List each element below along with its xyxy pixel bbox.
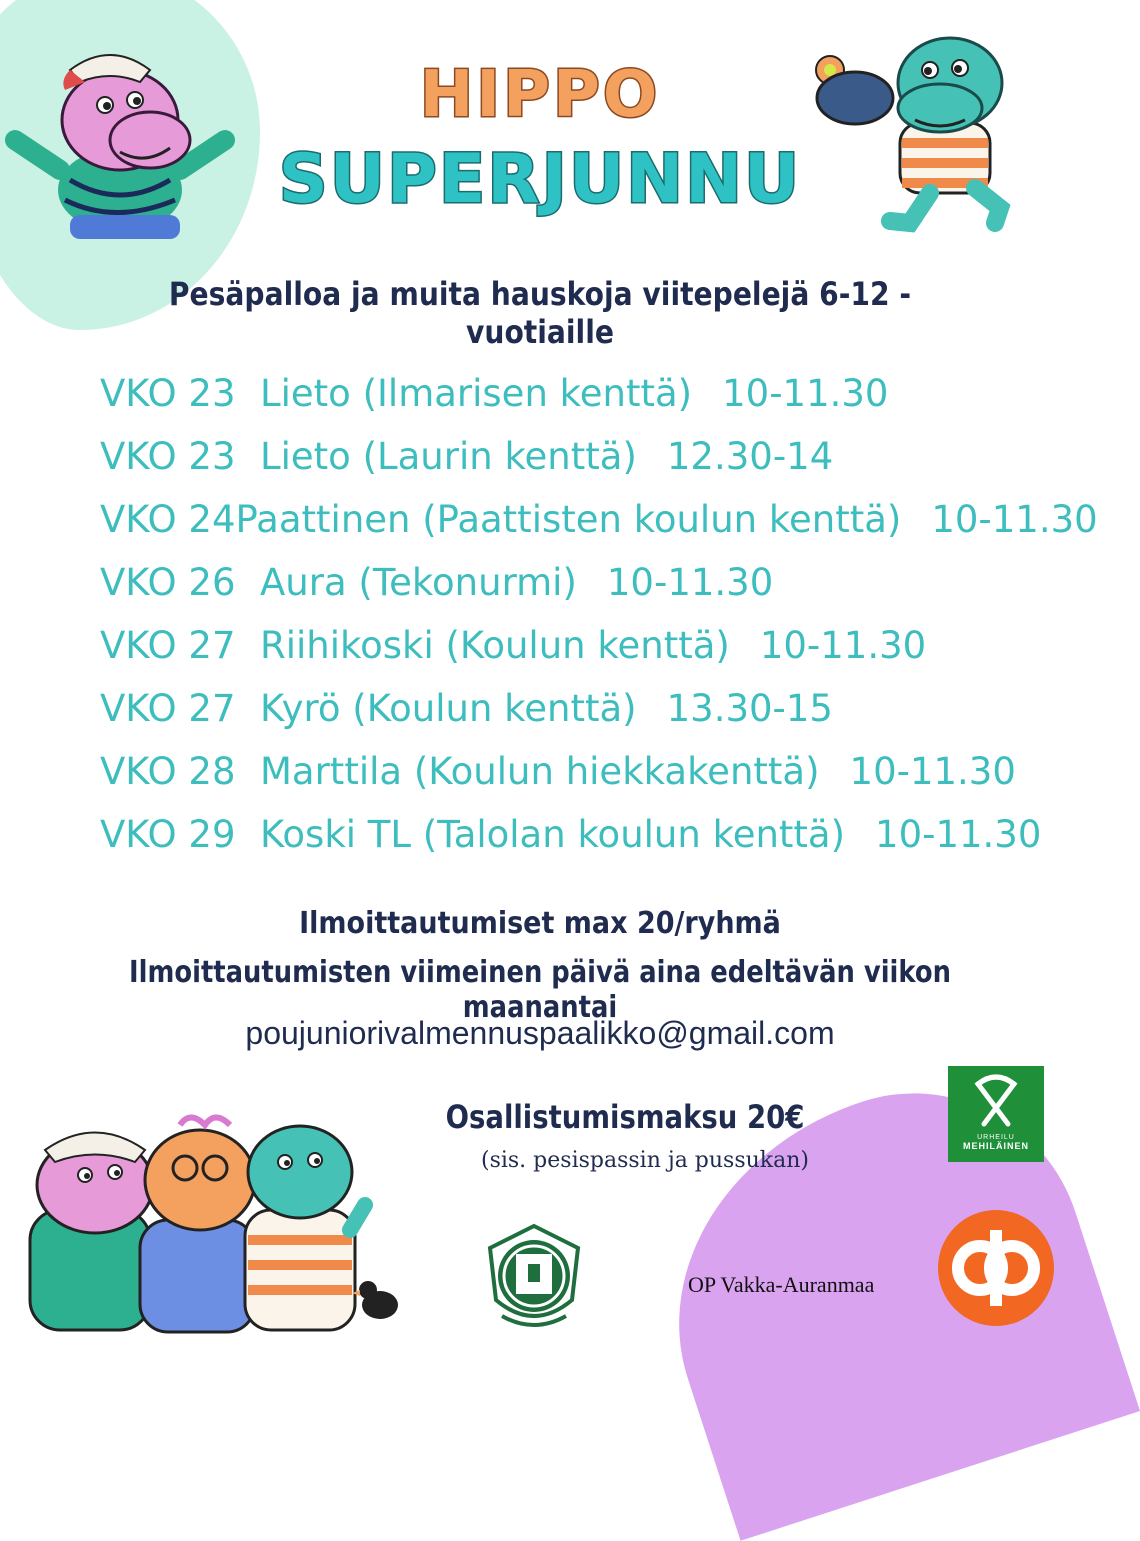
schedule-week: VKO 28: [100, 750, 236, 793]
schedule-place: Marttila (Koulun hiekkakenttä): [260, 750, 820, 793]
fee-note: (sis. pesispassin ja pussukan): [480, 1148, 809, 1173]
schedule-week: VKO 29: [100, 813, 236, 856]
schedule-time: 10-11.30: [931, 498, 1098, 541]
schedule-time: 10-11.30: [759, 624, 927, 667]
title-line-1: HIPPO: [419, 58, 661, 132]
schedule-row: [100, 362, 1060, 425]
mehilainen-logo-icon: [948, 1066, 1044, 1136]
schedule-time: 10-11.30: [722, 372, 889, 415]
fee-label: Osallistumismaksu 20€: [445, 1098, 805, 1136]
schedule-row: [100, 551, 1060, 614]
schedule-row: [100, 803, 1060, 866]
schedule-week: VKO 26: [100, 561, 236, 604]
schedule-row: [100, 740, 1060, 803]
mehilainen-logo: [948, 1066, 1044, 1162]
contact-email[interactable]: poujuniorivalmennuspaalikko@gmail.com: [245, 1015, 835, 1051]
mehilainen-logo-line1: URHEILU: [977, 1134, 1015, 1141]
hippo-mascot-pink-icon: [10, 40, 230, 250]
schedule-week: VKO 23: [100, 435, 236, 478]
schedule-place: Riihikoski (Koulun kenttä): [260, 624, 730, 667]
registration-deadline: Ilmoittautumisten viimeinen päivä aina edeltävän viikon maanantai: [129, 955, 951, 1025]
schedule-list: [100, 362, 1098, 866]
schedule-place: Koski TL (Talolan koulun kenttä): [260, 813, 846, 856]
schedule-row: [100, 425, 1060, 488]
subtitle: Pesäpalloa ja muita hauskoja viitepelejä 6-12 -vuotiaille: [168, 275, 912, 351]
schedule-week: VKO 24: [100, 498, 236, 541]
title-line-2: SUPERJUNNU: [278, 140, 802, 219]
pou-crest-logo-icon: [482, 1220, 586, 1336]
schedule-time: 13.30-15: [666, 687, 833, 730]
schedule-place: Kyrö (Koulun kenttä): [260, 687, 637, 730]
schedule-time: 12.30-14: [666, 435, 834, 478]
schedule-place: Lieto (Laurin kenttä): [260, 435, 637, 478]
schedule-row: [100, 614, 1060, 677]
schedule-row: [100, 677, 1060, 740]
registration-max: Ilmoittautumiset max 20/ryhmä: [299, 906, 781, 941]
schedule-time: 10-11.30: [849, 750, 1016, 793]
op-logo-icon: [938, 1210, 1054, 1326]
schedule-week: VKO 27: [100, 687, 236, 730]
op-sponsor-name: OP Vakka-Auranmaa: [688, 1272, 875, 1297]
schedule-week: VKO 23: [100, 372, 236, 415]
schedule-time: 10-11.30: [875, 813, 1042, 856]
schedule-time: 10-11.30: [606, 561, 774, 604]
mehilainen-logo-line2: MEHILÄINEN: [963, 1141, 1029, 1151]
op-logo: [938, 1210, 1054, 1326]
schedule-place: Aura (Tekonurmi): [260, 561, 577, 604]
schedule-row: [100, 488, 1098, 551]
schedule-place: Lieto (Ilmarisen kenttä): [260, 372, 693, 415]
schedule-place: Paattinen (Paattisten koulun kenttä): [235, 498, 902, 541]
hippo-mascot-teal-catcher-icon: [810, 28, 1040, 228]
schedule-week: VKO 27: [100, 624, 236, 667]
hippo-mascot-group-icon: [20, 1110, 420, 1335]
